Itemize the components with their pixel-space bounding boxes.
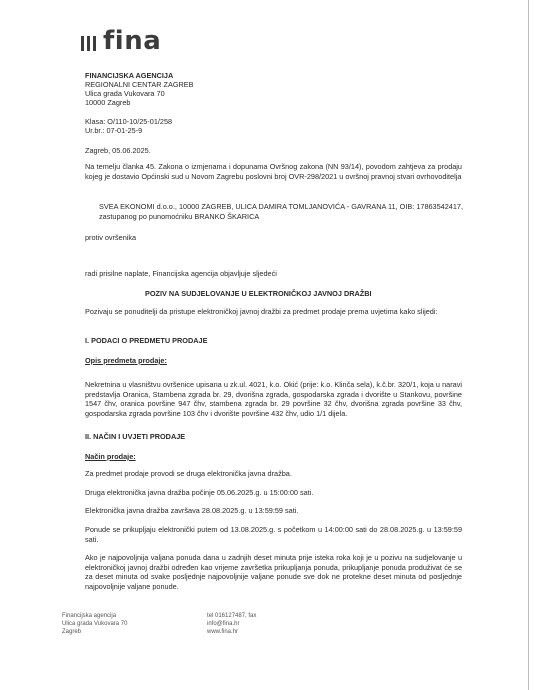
footer-left-line3: Zagreb [62,629,82,635]
section2-heading: II. NAČIN I UVJETI PRODAJE [85,432,186,441]
section1-heading: I. PODACI O PREDMETU PRODAJE [85,336,208,345]
fina-logo [81,28,161,54]
announce-line: radi prisilne naplate, Financijska agencija objavljuje sljedeći [85,269,277,278]
section2-p5: Ako je najpovoljnija valjana ponuda dana u zadnjih deset minuta prije isteka roka koji je u pozivu na sudjelovanje u elektroničkoj javnoj dražbi određen kao vrijeme završetka prikupljanja ponuda, prikupljanje ponuda produživat će se za deset minuta od svake posljednje najpovoljnije valjane ponude sve dok ne protekne deset minuta od posljednje najpovoljnije valjane ponude. [85,553,462,591]
ref-klasa: Klasa: O/110-10/25-01/258 [85,117,173,126]
section2-p3: Elektronička javna dražba završava 28.08.2025.g. u 13:59:59 sati. [85,506,299,515]
header-center: REGIONALNI CENTAR ZAGREB [85,80,194,89]
footer-right-line3: www.fina.hr [207,629,239,635]
ref-urbr: Ur.br.: 07-01-25-9 [85,126,143,135]
logo-bars-icon [81,36,96,51]
footer-right-line1: tel 016127487, fax [207,613,257,619]
header-street: Ulica grada Vukovara 70 [85,89,165,98]
section2-p4: Ponude se prikupljaju elektronički putem od 13.08.2025.g. s početkom u 14:00:00 sati do 28.08.2025.g. u 13:59:59 sati. [85,525,462,544]
header-city: 10000 Zagreb [85,98,131,107]
footer-right-line2: info@fina.hr [207,621,240,627]
doc-date: Zagreb, 05.06.2025. [85,146,151,155]
invite-paragraph: Pozivaju se ponuditelji da pristupe elektroničkoj javnoj dražbi za predmet prodaje prema uvjetima kako slijedi: [85,307,438,316]
header-org: FINANCIJSKA AGENCIJA [85,71,174,80]
footer-left-line1: Financijska agencija [62,613,117,619]
footer-left-line2: Ulica grada Vukovara 70 [62,621,128,627]
section1-subheading: Opis predmeta prodaje: [85,356,167,365]
creditor-paragraph: SVEA EKONOMI d.o.o., 10000 ZAGREB, ULICA DAMIRA TOMLJANOVIĆA - GAVRANA 11, OIB: 17863542417, zastupanog po punomoćniku BRANKO ŠKARICA [99,202,463,221]
section1-text: Nekretnina u vlasništvu ovršenice upisana u zk.ul. 4021, k.o. Okić (prije: k.o. Klinča sela), k.č.br. 320/1, koja u naravi predstavlja Oranica, Stambena zgrada br. 29, dvorišna zgrada, gospodarska zgrada i dvorište u Stankovu, površine 1547 čhv, oranica površine 947 čhv, stambena zgrada br. 29 površine 32 čhv, dvorišna zgrada površine 33 čhv, gospodarska zgrada površine 103 čhv i dvorište površine 432 čhv, udio 1/1 dijela. [85,380,462,418]
section2-subheading: Način prodaje: [85,452,136,461]
section2-p2: Druga elektronička javna dražba počinje 05.06.2025.g. u 15:00:00 sati. [85,488,314,497]
doc-title: POZIV NA SUDJELOVANJE U ELEKTRONIČKOJ JAVNOJ DRAŽBI [145,289,372,298]
logo-wordmark: fina [103,26,162,56]
section2-p1: Za predmet prodaje provodi se druga elektronička javna dražba. [85,469,292,478]
against-line: protiv ovršenika [85,233,137,242]
page-edge [528,0,529,690]
intro-paragraph: Na temelju članka 45. Zakona o izmjenama i dopunama Ovršnog zakona (NN 93/14), povodom zahtjeva za prodaju kojeg je dostavio Općinski sud u Novom Zagrebu poslovni broj OVR-298/2021 u ovršnoj pravnoj stvari ovrhovoditelja [85,162,462,181]
